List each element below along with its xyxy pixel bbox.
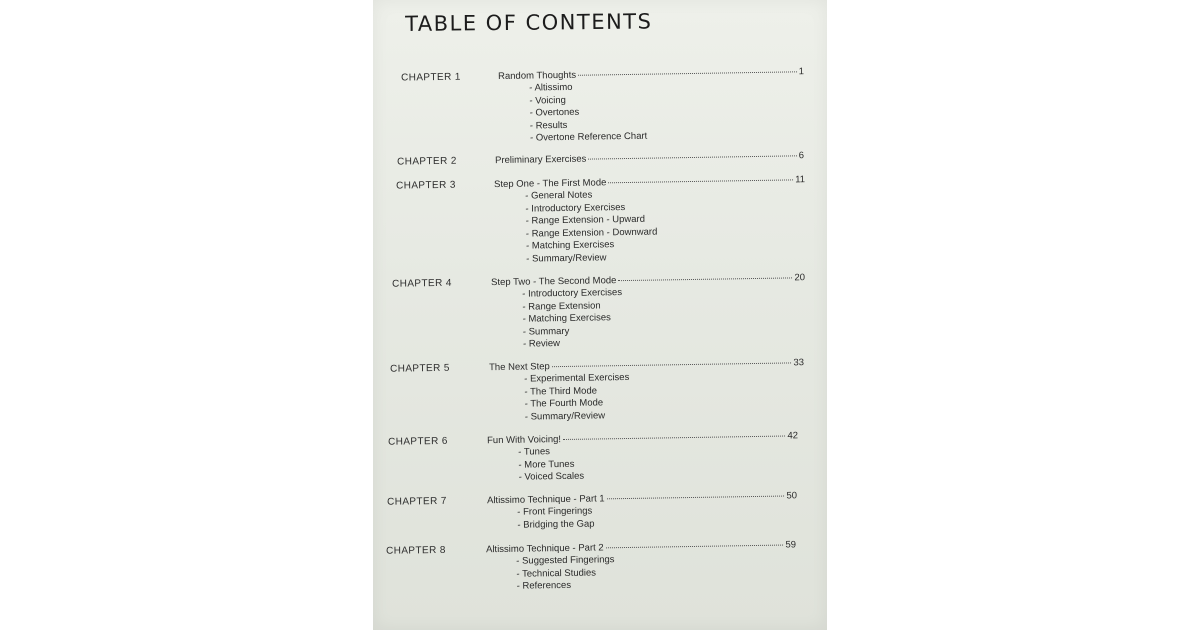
chapter-entry-7 (373, 490, 827, 531)
section-item: - The Third Mode (524, 384, 598, 398)
section-item: - General Notes (525, 189, 593, 202)
chapter-entry-2 (373, 150, 827, 168)
chapter-entry-1 (373, 66, 827, 144)
section-item: - References (516, 579, 572, 592)
chapter-title: Step One - The First Mode (493, 177, 607, 191)
chapter-title-row (487, 430, 798, 447)
dot-leader (552, 362, 792, 367)
chapter-title-row (487, 490, 797, 507)
section-item: - Bridging the Gap (517, 518, 595, 531)
page-number: 1 (798, 66, 805, 78)
section-item: - Results (529, 119, 568, 132)
chapter-label: CHAPTER 3 (395, 179, 456, 192)
section-item: - Range Extension - Upward (525, 213, 646, 227)
chapter-title-row (498, 66, 804, 83)
section-list (524, 372, 630, 424)
chapter-title-row (491, 272, 805, 289)
chapter-entry-6 (373, 430, 827, 483)
section-item: - Matching Exercises (525, 239, 615, 252)
section-item: - Introductory Exercises (525, 201, 626, 215)
section-item: - Review (522, 338, 561, 350)
section-item: - Suggested Fingerings (516, 554, 615, 567)
chapter-entry-8 (373, 539, 827, 592)
section-list (525, 189, 658, 266)
chapter-title: Step Two - The Second Mode (490, 275, 617, 289)
chapter-label: CHAPTER 1 (400, 71, 461, 84)
page-number: 6 (798, 150, 805, 162)
page-number: 50 (786, 490, 798, 502)
section-list (529, 81, 647, 145)
page-number: 42 (787, 430, 799, 442)
section-item: - Altissimo (529, 81, 573, 94)
chapter-label: CHAPTER 5 (389, 362, 450, 375)
chapter-entry-4 (373, 272, 827, 350)
section-item: - Summary/Review (526, 251, 607, 265)
chapter-title: Fun With Voicing! (486, 434, 562, 447)
dot-leader (563, 436, 785, 440)
chapter-title-row (489, 357, 804, 374)
book-page (373, 0, 827, 630)
chapter-title-row (495, 150, 804, 167)
page-number: 11 (795, 174, 806, 186)
chapter-label: CHAPTER 2 (396, 155, 457, 168)
section-item: - Summary/Review (524, 409, 606, 423)
section-item: - Summary (522, 325, 570, 338)
chapter-label: CHAPTER 8 (385, 544, 446, 557)
chapter-label: CHAPTER 4 (391, 277, 452, 290)
chapter-label: CHAPTER 7 (386, 495, 447, 508)
chapter-entry-3 (373, 174, 827, 265)
page-number: 20 (794, 272, 806, 284)
dot-leader (608, 179, 793, 183)
section-item: - Overtone Reference Chart (529, 130, 648, 144)
section-item: - More Tunes (518, 458, 575, 471)
section-item: - Introductory Exercises (522, 287, 623, 300)
section-list (516, 554, 615, 593)
chapter-title-row (486, 539, 796, 556)
chapter-title: Altissimo Technique - Part 1 (486, 493, 605, 507)
chapter-title: The Next Step (488, 361, 550, 374)
section-item: - Overtones (529, 106, 580, 119)
dot-leader (588, 155, 796, 159)
chapter-label: CHAPTER 6 (387, 435, 448, 448)
section-item: - Range Extension - Downward (525, 226, 658, 240)
section-item: - Matching Exercises (522, 312, 611, 325)
section-item: - Voicing (529, 94, 566, 107)
chapter-title: Preliminary Exercises (494, 153, 587, 167)
section-item: - Technical Studies (516, 567, 597, 580)
dot-leader (607, 496, 785, 500)
section-list (517, 506, 594, 532)
section-item: - Experimental Exercises (524, 371, 630, 385)
page-number: 59 (785, 539, 797, 551)
section-item: - Front Fingerings (517, 505, 593, 518)
chapter-title: Random Thoughts (497, 69, 577, 83)
section-item: - The Fourth Mode (524, 397, 604, 410)
section-item: - Range Extension (522, 299, 601, 313)
section-list (522, 287, 623, 351)
section-item: - Voiced Scales (518, 470, 585, 483)
section-list (518, 446, 584, 485)
page-number: 33 (793, 357, 805, 369)
dot-leader (606, 545, 784, 549)
section-item: - Tunes (518, 446, 551, 458)
dot-leader (618, 277, 792, 281)
dot-leader (578, 71, 797, 75)
page-title: TABLE OF CONTENTS (405, 9, 653, 36)
chapter-title: Altissimo Technique - Part 2 (485, 542, 604, 556)
chapter-entry-5 (373, 357, 827, 423)
